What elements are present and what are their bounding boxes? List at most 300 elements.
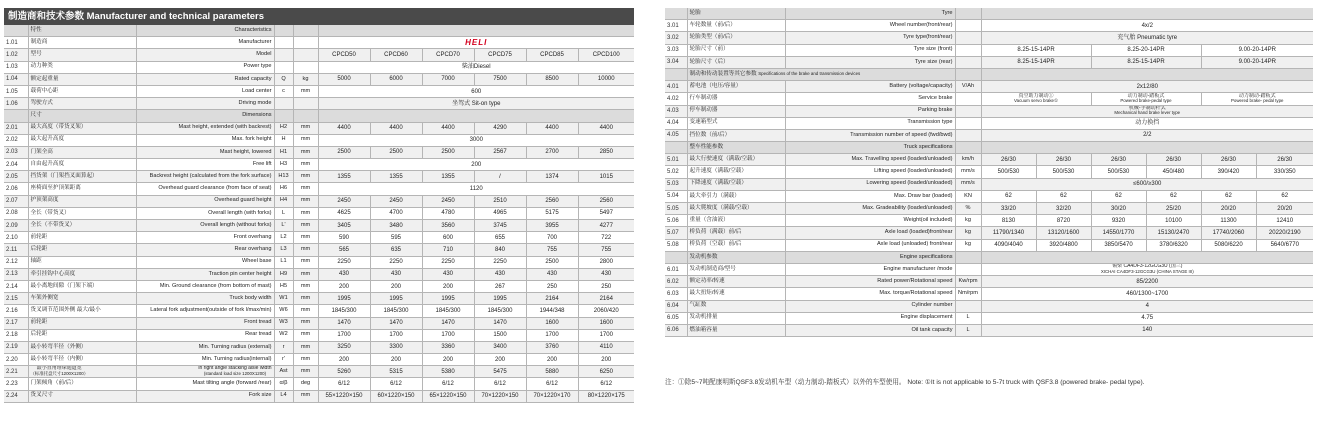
- section-row: [665, 8, 1313, 20]
- brake-value-line1: 动力制动-踏板式: [1238, 92, 1276, 99]
- value-cell: 2500: [318, 146, 370, 158]
- value-cell: 655: [474, 232, 526, 244]
- label-en: Max. fork height: [136, 134, 274, 146]
- spec-row: [665, 81, 1313, 93]
- unit: kg: [955, 239, 981, 251]
- span-value-wrap: [1114, 106, 1180, 116]
- label-cn: 护顶架高度: [28, 195, 136, 207]
- label-en: Battery (voltage/capacity): [785, 81, 955, 93]
- label-cn: 变速箱型式: [687, 117, 785, 129]
- unit: mm: [293, 329, 318, 341]
- label-cn: 额定功率/转速: [687, 276, 785, 288]
- symbol: r: [274, 341, 293, 353]
- value-cell: 2800: [578, 256, 634, 268]
- unit: Nm/rpm: [955, 288, 981, 300]
- spec-row: [4, 341, 634, 353]
- label-cn: 最大扭矩/转速: [687, 288, 785, 300]
- label-en: Engine displacement: [785, 312, 955, 324]
- value-cell: 1700: [526, 329, 578, 341]
- span-value: 2x12/80: [981, 81, 1313, 93]
- symbol: H: [274, 134, 293, 146]
- spec-row: [4, 85, 634, 97]
- symbol: L: [274, 207, 293, 219]
- symbol: L3: [274, 244, 293, 256]
- value-cell: 2700: [526, 146, 578, 158]
- value-cell: 1600: [526, 317, 578, 329]
- unit: [955, 93, 981, 105]
- value-cell: 1470: [474, 317, 526, 329]
- value-cell: 30/20: [1091, 203, 1146, 215]
- label-cn: 蓄电池（电压/容量）: [687, 81, 785, 93]
- spec-row: [4, 329, 634, 341]
- label-en: Axle load (loaded)front/rear: [785, 227, 955, 239]
- value-cell: 1700: [422, 329, 474, 341]
- spec-row: [665, 276, 1313, 288]
- label-en: Min. Turning radius(internal): [136, 354, 274, 366]
- value-cell: 11300: [1201, 215, 1256, 227]
- value-cell: 4965: [474, 207, 526, 219]
- value-cell: 430: [370, 268, 422, 280]
- unit: mm: [293, 305, 318, 317]
- value-cell: 250: [526, 280, 578, 292]
- label-en: Lowering speed (loaded/unloaded): [785, 178, 955, 190]
- value-cell: 1845/300: [422, 305, 474, 317]
- spec-row: [4, 305, 634, 317]
- group-value: 8.25-15-14PR: [981, 56, 1091, 68]
- empty-cell: [981, 251, 1313, 263]
- section-row: [4, 25, 634, 37]
- span-value-line2: Mechanical hand brake lever type: [1114, 110, 1181, 116]
- row-number: 3.02: [665, 32, 687, 44]
- value-cell: 200: [474, 354, 526, 366]
- value-cell: 60×1220×150: [370, 390, 422, 402]
- label-cn: 整车性能参数: [687, 142, 785, 154]
- label-cn: 燃油箱容量: [687, 324, 785, 336]
- spec-row: [665, 215, 1313, 227]
- value-cell: 6/12: [318, 378, 370, 390]
- value-cell: 26/30: [1036, 154, 1091, 166]
- label-cn: 全长（不带货叉）: [28, 220, 136, 232]
- value-cell: 2500: [526, 256, 578, 268]
- row-number: 2.18: [4, 329, 28, 341]
- row-number: [4, 110, 28, 122]
- span-value: 4.75: [981, 312, 1313, 324]
- brake-value-wrap: [1231, 94, 1283, 104]
- value-cell: 2250: [474, 256, 526, 268]
- group-value: 9.00-20-14PR: [1201, 56, 1313, 68]
- row-number: 5.07: [665, 227, 687, 239]
- label-cn: 货叉调节范围外侧 最大/最小: [28, 305, 136, 317]
- label-cn: 额定起重量: [28, 73, 136, 85]
- label-cn: 后轮距: [28, 244, 136, 256]
- value-cell: 6/12: [370, 378, 422, 390]
- spec-row: [665, 44, 1313, 56]
- label-en: Oil tank capacity: [785, 324, 955, 336]
- label-cn: 制造商: [28, 37, 136, 49]
- spec-row: [4, 134, 634, 146]
- unit: mm: [293, 232, 318, 244]
- label-en: Truck body width: [136, 293, 274, 305]
- label-cn: 挡位数（前/后）: [687, 129, 785, 141]
- span-value: 充气胎 Pneumatic tyre: [981, 32, 1313, 44]
- spec-row: [665, 105, 1313, 117]
- spec-row: [665, 178, 1313, 190]
- symbol: [274, 110, 293, 122]
- label-en: Wheel base: [136, 256, 274, 268]
- value-cell: 1355: [370, 171, 422, 183]
- label-en: Load center: [136, 85, 274, 97]
- value-cell: 600: [422, 232, 474, 244]
- value-cell: 6250: [578, 366, 634, 378]
- label-cn: 发动机排量: [687, 312, 785, 324]
- value-cell: 1995: [474, 293, 526, 305]
- spec-row: [665, 190, 1313, 202]
- value-cell: 4700: [370, 207, 422, 219]
- row-number: 5.03: [665, 178, 687, 190]
- symbol: W3: [274, 317, 293, 329]
- label-en: Parking brake: [785, 105, 955, 117]
- unit: [955, 20, 981, 32]
- label-en: Driving mode: [136, 98, 274, 110]
- label-en: Min. Ground clearance (from bottom of mast): [136, 280, 274, 292]
- unit: L: [955, 312, 981, 324]
- label-cn: 桥负荷（空载）前/后: [687, 239, 785, 251]
- value-cell: 590: [318, 232, 370, 244]
- span-value: 动力换挡: [981, 117, 1313, 129]
- spec-row: [665, 300, 1313, 312]
- symbol: L': [274, 220, 293, 232]
- unit: [955, 8, 981, 20]
- value-cell: 1355: [422, 171, 474, 183]
- label-en: Transmission number of speed (fwd/bwd): [785, 129, 955, 141]
- label-cn: 车架外侧宽: [28, 293, 136, 305]
- value-cell: 11790/1340: [981, 227, 1036, 239]
- brake-value-wrap: [1120, 94, 1171, 104]
- label-cn: 起升速度（满载/空载）: [687, 166, 785, 178]
- symbol: [274, 37, 293, 49]
- label-en: Mast height, lowered: [136, 146, 274, 158]
- value-cell: 3250: [318, 341, 370, 353]
- label-en: Transmission type: [785, 117, 955, 129]
- value-cell: 755: [526, 244, 578, 256]
- unit: [293, 37, 318, 49]
- spec-row: [665, 117, 1313, 129]
- value-cell: 3780/6320: [1146, 239, 1201, 251]
- row-number: 5.04: [665, 190, 687, 202]
- brake-value-line2: Vacuum servo brake①: [1014, 98, 1058, 104]
- value-cell: 200: [526, 354, 578, 366]
- label-en: Lateral fork adjustment(outside of fork l/max/min): [136, 305, 274, 317]
- span-value-wrap: [1101, 264, 1194, 274]
- value-cell: 5497: [578, 207, 634, 219]
- span-value: ≤600/≥300: [981, 178, 1313, 190]
- value-cell: 4400: [318, 122, 370, 134]
- symbol: [274, 49, 293, 61]
- label-en: Mast height, extended (with backrest): [136, 122, 274, 134]
- spec-row: [665, 32, 1313, 44]
- label-cn: 最大起升高度: [28, 134, 136, 146]
- value-cell: 2560: [578, 195, 634, 207]
- label-cn: [28, 366, 136, 378]
- spec-row: [665, 239, 1313, 251]
- value-cell: 8130: [981, 215, 1036, 227]
- value-cell: 2450: [370, 195, 422, 207]
- row-number: 5.06: [665, 215, 687, 227]
- empty-cell: [981, 68, 1313, 80]
- group-value: 9.00-20-14PR: [1201, 44, 1313, 56]
- span-value: 4: [981, 300, 1313, 312]
- label-en: Max. Travelling speed (loaded/unloaded): [785, 154, 955, 166]
- unit: mm: [293, 195, 318, 207]
- value-cell: 62: [1036, 190, 1091, 202]
- page-title: 制造商和技术参数 Manufacturer and technical parameters: [4, 8, 634, 25]
- spec-row: [665, 203, 1313, 215]
- unit: mm: [293, 366, 318, 378]
- label-en-line2: (standard load size 1200X1200): [203, 370, 267, 376]
- unit: mm: [293, 134, 318, 146]
- span-value-line1: 机械-手制动杆式: [1128, 105, 1166, 111]
- value-cell: CPCD85: [526, 49, 578, 61]
- symbol: α/β: [274, 378, 293, 390]
- span-value: 140: [981, 324, 1313, 336]
- value-cell: 2500: [422, 146, 474, 158]
- unit: [955, 300, 981, 312]
- value-cell: 200: [578, 354, 634, 366]
- value-cell: 9320: [1091, 215, 1146, 227]
- label-cn: 发动机制造商/型号: [687, 263, 785, 275]
- row-number: 3.03: [665, 44, 687, 56]
- label-en: Rear overhang: [136, 244, 274, 256]
- value-cell: 500/530: [1091, 166, 1146, 178]
- unit: mm: [293, 390, 318, 402]
- unit: [293, 110, 318, 122]
- unit: mm: [293, 256, 318, 268]
- row-number: [665, 142, 687, 154]
- row-number: 4.04: [665, 117, 687, 129]
- value-cell: 250: [578, 280, 634, 292]
- value-cell: 5315: [370, 366, 422, 378]
- symbol: H6: [274, 183, 293, 195]
- spec-row: [665, 263, 1313, 275]
- symbol: H13: [274, 171, 293, 183]
- label-en: Max. Gradeability (loaded/unloaded): [785, 203, 955, 215]
- value-cell: 25/20: [1146, 203, 1201, 215]
- spec-row: [4, 390, 634, 402]
- value-cell: 5080/6220: [1201, 239, 1256, 251]
- value-cell: 62: [981, 190, 1036, 202]
- unit: [955, 32, 981, 44]
- brake-value: [981, 93, 1091, 105]
- value-cell: 3400: [474, 341, 526, 353]
- left-spec-table: [4, 25, 634, 403]
- label-cn: 最大牵引力（满载）: [687, 190, 785, 202]
- label-en: Backrest height (calculated from the fork surface): [136, 171, 274, 183]
- symbol: Ast: [274, 366, 293, 378]
- spec-row: [4, 268, 634, 280]
- brake-value-wrap: [1014, 94, 1058, 104]
- spec-row: [4, 293, 634, 305]
- value-cell: 200: [318, 280, 370, 292]
- brake-value-line1: 真空助力制动①: [1018, 92, 1054, 99]
- unit: kg: [293, 73, 318, 85]
- label-en: Rated power/Rotational speed: [785, 276, 955, 288]
- row-number: 4.01: [665, 81, 687, 93]
- spec-row: [665, 93, 1313, 105]
- value-cell: 1845/300: [318, 305, 370, 317]
- empty-cell: [981, 8, 1313, 20]
- value-cell: 70×1220×150: [474, 390, 526, 402]
- label-en: Weight(oil included): [785, 215, 955, 227]
- label-en: [136, 366, 274, 378]
- value-cell: 5880: [526, 366, 578, 378]
- row-number: 5.08: [665, 239, 687, 251]
- unit: [293, 98, 318, 110]
- value-cell: 26/30: [1256, 154, 1313, 166]
- unit: [955, 56, 981, 68]
- value-cell: 267: [474, 280, 526, 292]
- value-cell: 1995: [318, 293, 370, 305]
- label-en: Overall length (without forks): [136, 220, 274, 232]
- span-value: 柴油Diesel: [318, 61, 634, 73]
- brake-value: [1201, 93, 1313, 105]
- label-cn: 后轮距: [28, 329, 136, 341]
- label-en: Engine manufacturer /mode: [785, 263, 955, 275]
- spec-row: [4, 378, 634, 390]
- spec-row: [665, 227, 1313, 239]
- unit: mm: [293, 317, 318, 329]
- unit: mm: [293, 293, 318, 305]
- unit: [293, 49, 318, 61]
- spec-row: [665, 166, 1313, 178]
- row-number: 6.05: [665, 312, 687, 324]
- label-cn: 动力种类: [28, 61, 136, 73]
- value-cell: 330/350: [1256, 166, 1313, 178]
- label-cn: 气缸数: [687, 300, 785, 312]
- symbol: W2: [274, 329, 293, 341]
- row-number: 2.05: [4, 171, 28, 183]
- value-cell: 1470: [370, 317, 422, 329]
- row-number: 2.02: [4, 134, 28, 146]
- unit: kg: [955, 215, 981, 227]
- row-number: 4.03: [665, 105, 687, 117]
- label-en: Fork size: [136, 390, 274, 402]
- value-cell: 3745: [474, 220, 526, 232]
- value-cell: 3405: [318, 220, 370, 232]
- unit: mm: [293, 244, 318, 256]
- row-number: 2.20: [4, 354, 28, 366]
- right-spec-table: [665, 8, 1313, 337]
- value-cell: 3300: [370, 341, 422, 353]
- row-number: [665, 251, 687, 263]
- spec-row: [665, 56, 1313, 68]
- label-cn: 前轮距: [28, 317, 136, 329]
- value-cell: 17740/2060: [1201, 227, 1256, 239]
- label-en: Model: [136, 49, 274, 61]
- value-cell: 1500: [474, 329, 526, 341]
- spec-row: [665, 20, 1313, 32]
- spec-row: [665, 288, 1313, 300]
- value-cell: 70×1220×170: [526, 390, 578, 402]
- row-number: 2.15: [4, 293, 28, 305]
- value-cell: 3850/5470: [1091, 239, 1146, 251]
- row-number: 2.16: [4, 305, 28, 317]
- label-cn: 最大行驶速度（满载/空载）: [687, 154, 785, 166]
- value-cell: 33/20: [981, 203, 1036, 215]
- span-value: [981, 105, 1313, 117]
- label-cn: 最小转弯半径（内侧）: [28, 354, 136, 366]
- value-cell: 8500: [526, 73, 578, 85]
- label-cn: 牵引挂钩中心高度: [28, 268, 136, 280]
- value-cell: 2164: [578, 293, 634, 305]
- label-en: Tyre: [785, 8, 955, 20]
- spec-row: [4, 207, 634, 219]
- row-number: 2.23: [4, 378, 28, 390]
- label-cn: 驾驶方式: [28, 98, 136, 110]
- row-number: 6.01: [665, 263, 687, 275]
- value-cell: 3480: [370, 220, 422, 232]
- unit: L: [955, 324, 981, 336]
- value-cell: 5260: [318, 366, 370, 378]
- row-number: [665, 8, 687, 20]
- value-cell: 840: [474, 244, 526, 256]
- label-cn: 轮胎尺寸（后）: [687, 56, 785, 68]
- value-cell: 1470: [318, 317, 370, 329]
- row-number: 2.19: [4, 341, 28, 353]
- value-cell: 80×1220×175: [578, 390, 634, 402]
- value-cell: 10000: [578, 73, 634, 85]
- section-row: [665, 251, 1313, 263]
- label-en: Manufacturer: [136, 37, 274, 49]
- group-value: 8.25-15-14PR: [1091, 56, 1201, 68]
- spec-row: [4, 61, 634, 73]
- label-en: Tyre size (rear): [785, 56, 955, 68]
- row-number: 2.13: [4, 268, 28, 280]
- label-en: Power type: [136, 61, 274, 73]
- label-cn: 桥负荷（满载）前/后: [687, 227, 785, 239]
- label-cn-line1: 最小直角堆垛通道宽: [36, 365, 82, 372]
- value-cell: 5380: [422, 366, 474, 378]
- value-cell: 1355: [318, 171, 370, 183]
- value-cell: 1845/300: [370, 305, 422, 317]
- label-cn: 轮胎类型（前/后）: [687, 32, 785, 44]
- row-number: [665, 68, 687, 80]
- empty-cell: [318, 110, 634, 122]
- label-cn: 尺寸: [28, 110, 136, 122]
- value-cell: 1374: [526, 171, 578, 183]
- value-cell: 595: [370, 232, 422, 244]
- row-number: 2.09: [4, 220, 28, 232]
- value-cell: 500/530: [1036, 166, 1091, 178]
- value-cell: 4277: [578, 220, 634, 232]
- spec-row: [4, 171, 634, 183]
- spec-row: [4, 232, 634, 244]
- label-cn: 重量（含油液）: [687, 215, 785, 227]
- unit: [955, 263, 981, 275]
- footnote: 注：①除5~7吨配康明斯QSF3.8发动机车型（动力制动-踏板式）以外的车型使用。 Note: ①It is not applicable to 5-7t truck with QSF3.8 (powered brake- pedal type).: [665, 379, 1145, 386]
- label-en: Front overhang: [136, 232, 274, 244]
- row-number: 1.03: [4, 61, 28, 73]
- value-cell: 26/30: [1146, 154, 1201, 166]
- value-cell: 62: [1091, 190, 1146, 202]
- row-number: 1.04: [4, 73, 28, 85]
- label-cn: 挡货架（门架挡叉面算起）: [28, 171, 136, 183]
- unit: KN: [955, 190, 981, 202]
- empty-cell: [318, 25, 634, 37]
- value-cell: 200: [370, 280, 422, 292]
- value-cell: 1995: [370, 293, 422, 305]
- value-cell: 62: [1146, 190, 1201, 202]
- span-value: 600: [318, 85, 634, 97]
